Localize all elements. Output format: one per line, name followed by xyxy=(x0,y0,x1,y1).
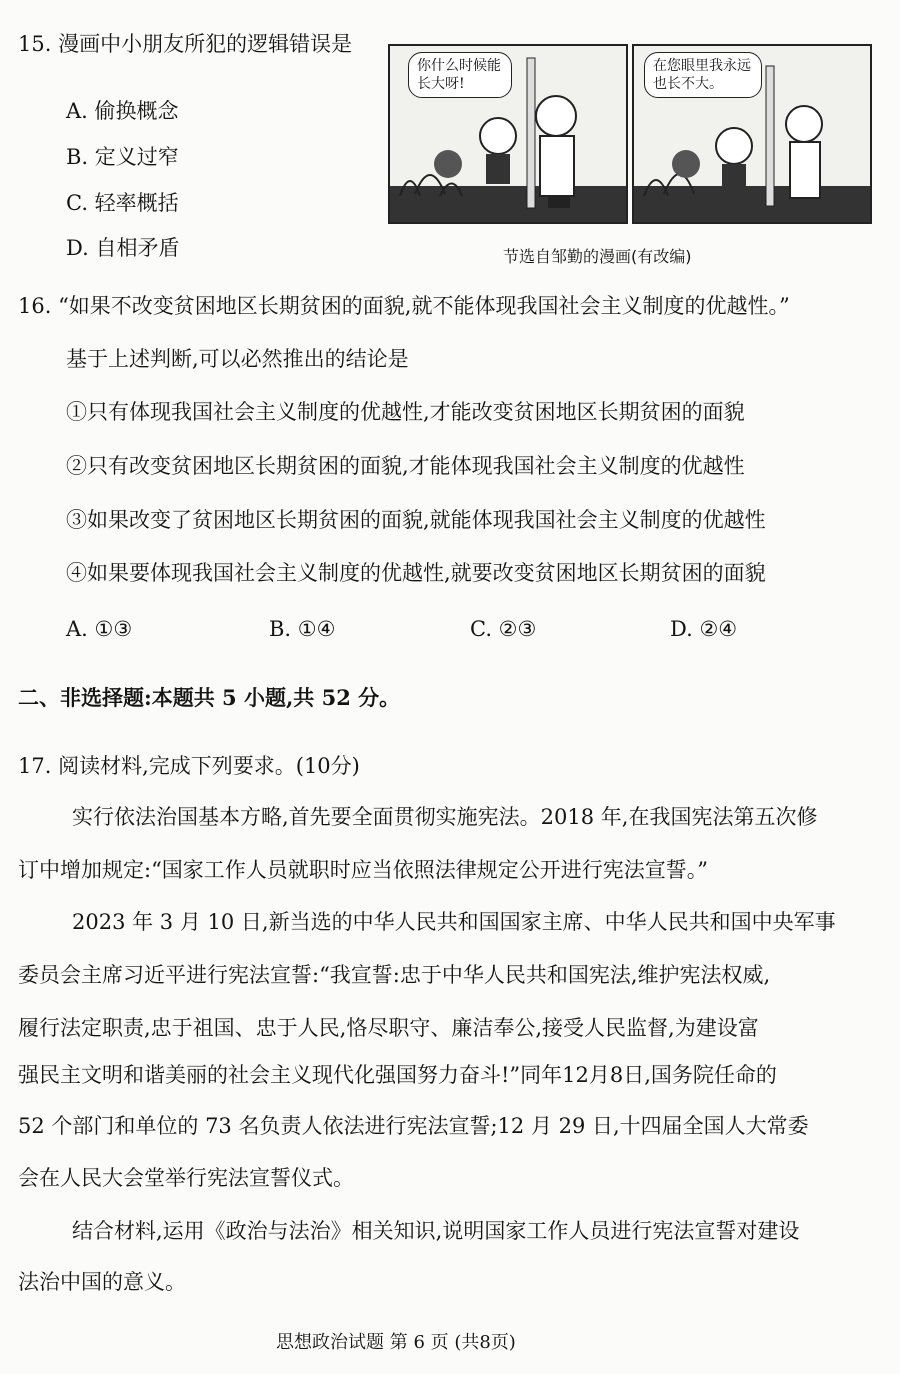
q16-option-d: D. ②④ xyxy=(670,617,738,641)
comic-caption: 节选自邹勤的漫画(有改编) xyxy=(503,247,692,266)
q16-prompt: 基于上述判断,可以必然推出的结论是 xyxy=(66,347,409,371)
q16-statement-1: ①只有体现我国社会主义制度的优越性,才能改变贫困地区长期贫困的面貌 xyxy=(66,400,745,424)
q15-option-b: B. 定义过窄 xyxy=(66,145,179,169)
q16-option-c: C. ②③ xyxy=(470,617,537,641)
q16-stem: 16. “如果不改变贫困地区长期贫困的面貌,就不能体现我国社会主义制度的优越性。” xyxy=(18,294,790,318)
q15-option-c: C. 轻率概括 xyxy=(66,191,179,215)
q16-option-a: A. ①③ xyxy=(66,617,133,641)
comic-panel-left xyxy=(388,44,628,224)
section-heading: 二、非选择题:本题共 5 小题,共 52 分。 xyxy=(18,685,401,710)
q17-line-7: 52 个部门和单位的 73 名负责人依法进行宪法宣誓;12 月 29 日,十四届全国人大常委 xyxy=(18,1114,809,1138)
q15-stem: 15. 漫画中小朋友所犯的逻辑错误是 xyxy=(18,32,353,56)
q16-statement-3: ③如果改变了贫困地区长期贫困的面貌,就能体现我国社会主义制度的优越性 xyxy=(66,508,766,532)
q17-line-5: 履行法定职责,忠于祖国、忠于人民,恪尽职守、廉洁奉公,接受人民监督,为建设富 xyxy=(18,1016,759,1040)
comic-panel-right xyxy=(632,44,872,224)
q16-option-b: B. ①④ xyxy=(269,617,336,641)
q16-statement-2: ②只有改变贫困地区长期贫困的面貌,才能体现我国社会主义制度的优越性 xyxy=(66,454,745,478)
q17-line-9: 结合材料,运用《政治与法治》相关知识,说明国家工作人员进行宪法宣誓对建设 xyxy=(72,1219,800,1243)
q17-line-6: 强民主文明和谐美丽的社会主义现代化强国努力奋斗!”同年12月8日,国务院任命的 xyxy=(18,1063,777,1087)
q17-line-1: 实行依法治国基本方略,首先要全面贯彻实施宪法。2018 年,在我国宪法第五次修 xyxy=(72,805,818,829)
comic-speech-bubble-left: 你什么时候能长大呀! xyxy=(408,52,512,98)
page-footer: 思想政治试题 第 6 页 (共8页) xyxy=(276,1332,516,1353)
q15-option-a: A. 偷换概念 xyxy=(66,99,179,123)
q17-line-8: 会在人民大会堂举行宪法宣誓仪式。 xyxy=(18,1166,354,1190)
q17-line-2: 订中增加规定:“国家工作人员就职时应当依照法律规定公开进行宪法宣誓。” xyxy=(18,858,709,882)
q16-statement-4: ④如果要体现我国社会主义制度的优越性,就要改变贫困地区长期贫困的面貌 xyxy=(66,561,766,585)
q17-line-10: 法治中国的意义。 xyxy=(18,1270,186,1294)
q15-option-d: D. 自相矛盾 xyxy=(66,236,180,260)
comic-speech-bubble-right: 在您眼里我永远也长不大。 xyxy=(644,52,762,98)
q17-line-3: 2023 年 3 月 10 日,新当选的中华人民共和国国家主席、中华人民共和国中央军事 xyxy=(72,910,836,934)
q17-stem: 17. 阅读材料,完成下列要求。(10分) xyxy=(18,754,360,778)
q17-line-4: 委员会主席习近平进行宪法宣誓:“我宣誓:忠于中华人民共和国宪法,维护宪法权威, xyxy=(18,963,771,987)
